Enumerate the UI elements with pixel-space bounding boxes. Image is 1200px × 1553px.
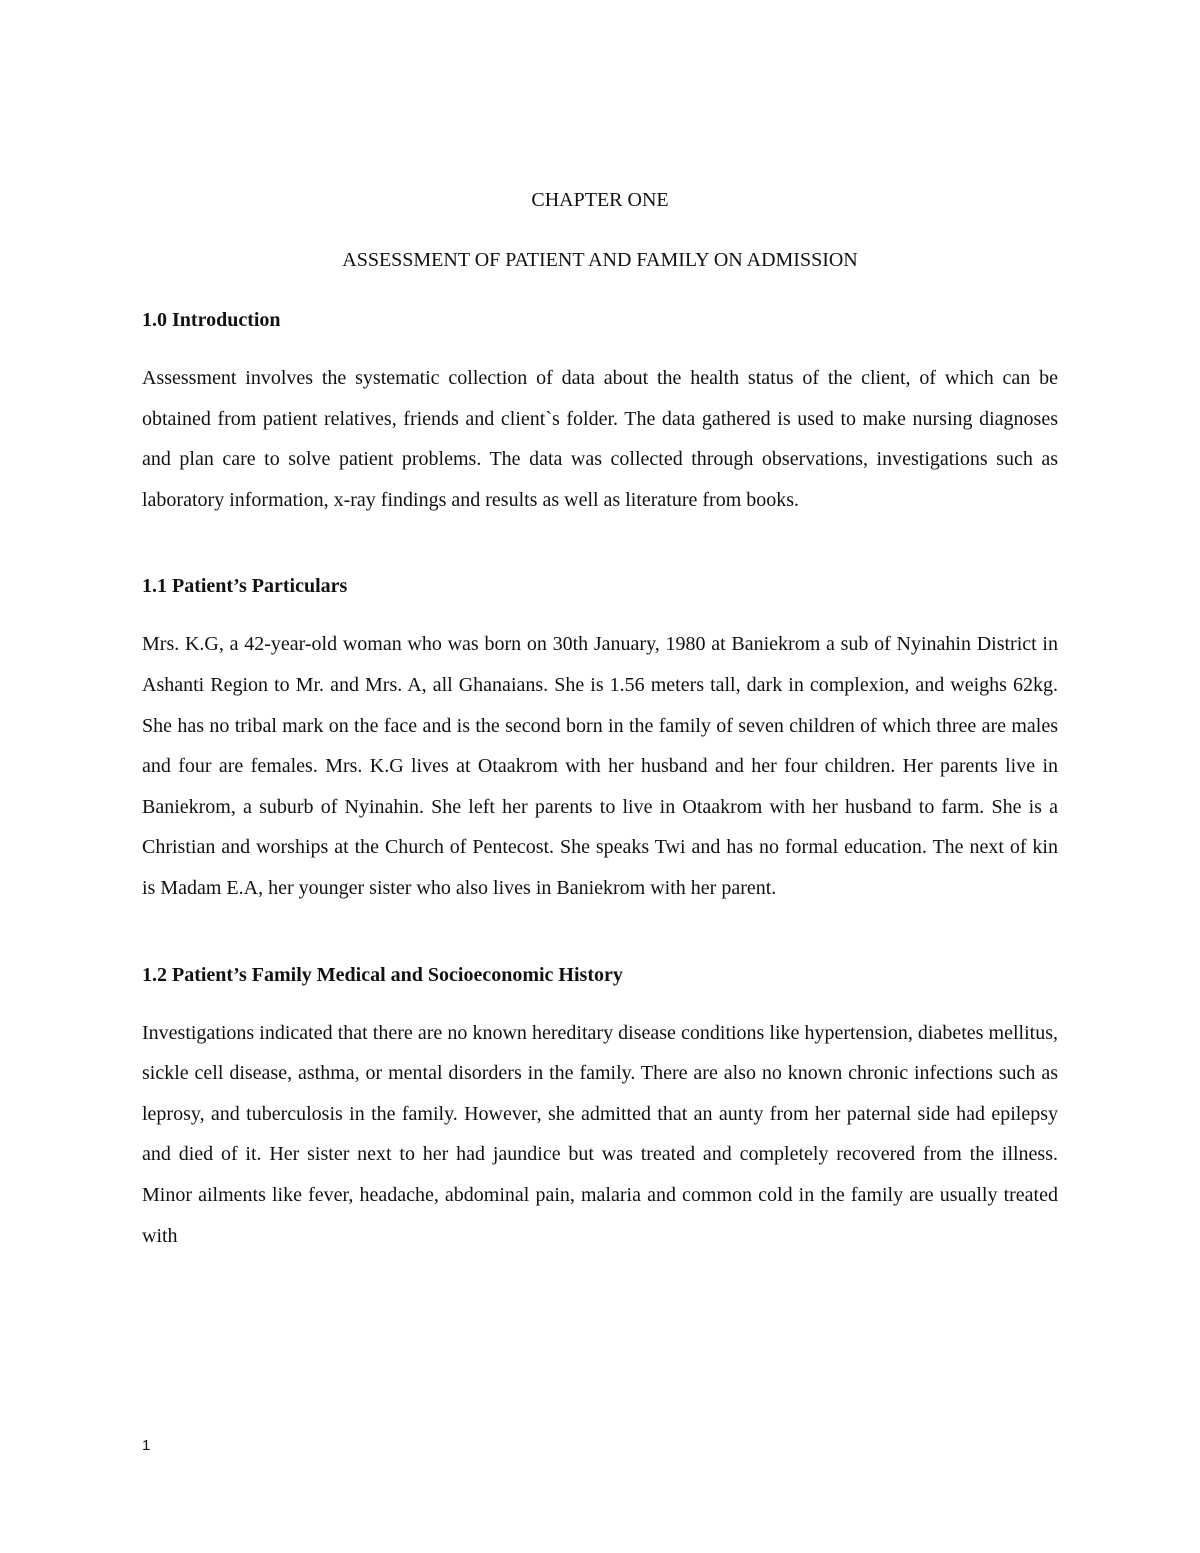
section-heading-patient-particulars: 1.1 Patient’s Particulars <box>142 575 348 598</box>
section-text-introduction: Assessment involves the systematic collection of data about the health status of the client, of which can be obtained from patient relatives, friends and client`s folder. The data gathered is used to make nursing diagnoses and plan care to solve patient problems. The data was collected through observations, investigations such as laboratory information, x-ray findings and results as well as literature from books. <box>142 367 1058 511</box>
section-text-family-history: Investigations indicated that there are no known hereditary disease conditions like hypertension, diabetes mellitus, sickle cell disease, asthma, or mental disorders in the family. There are also no known chronic infections such as leprosy, and tuberculosis in the family. However, she admitted that an aunty from her paternal side had epilepsy and died of it. Her sister next to her had jaundice but was treated and completely recovered from the illness. Minor ailments like fever, headache, abdominal pain, malaria and common cold in the family are usually treated with <box>142 1021 1058 1247</box>
section-heading-family-history: 1.2 Patient’s Family Medical and Socioeconomic History <box>142 963 623 986</box>
section-heading-introduction: 1.0 Introduction <box>142 309 281 331</box>
section-text-patient-particulars: Mrs. K.G, a 42-year-old woman who was born on 30th January, 1980 at Baniekrom a sub of Nyinahin District in Ashanti Region to Mr. and Mrs. A, all Ghanaians. She is 1.56 meters tall, dark in complexion, and weighs 62kg. She has no tribal mark on the face and is the second born in the family of seven children of which three are males and four are females. Mrs. K.G lives at Otaakrom with her husband and her four children. Her parents live in Baniekrom, a suburb of Nyinahin. She left her parents to live in Otaakrom with her husband to farm. She is a Christian and worships at the Church of Pentecost. She speaks Twi and has no formal education. The next of kin is Madam E.A, her younger sister who also lives in Baniekrom with her parent. <box>142 633 1058 899</box>
page-number: 1 <box>142 1437 151 1454</box>
page-content <box>142 184 1058 1256</box>
chapter-title: CHAPTER ONE <box>531 189 669 211</box>
chapter-subtitle: ASSESSMENT OF PATIENT AND FAMILY ON ADMISSION <box>342 249 858 271</box>
